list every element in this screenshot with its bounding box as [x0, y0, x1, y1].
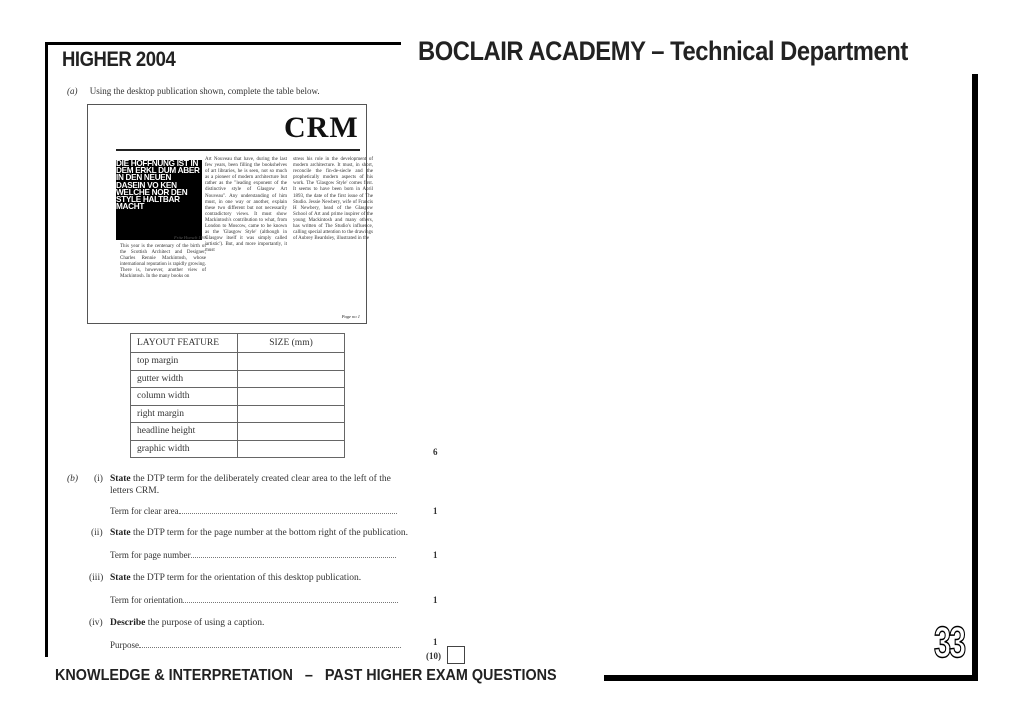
table-cell-feature: headline height [131, 423, 238, 441]
table-cell-size[interactable] [238, 440, 345, 458]
text-column-3: stress his role in the development of modern architecture. It must, in short, reconcile the fin-de-siecle and the prophetically modern aspects of his work. The 'Glasgow Style' comes first. It seems to have been born in April 1893, the date of the first issue of The Studio. Jessie Newbery, wife of Francis H Newbery, head of the Glasgow School of Art and prime inspirer of the young Mackintosh and many others, has written of The Studio's influence, calling special attention to the drawings of Aubrey Beardsley, illustrated in the [293, 157, 373, 242]
table-row [131, 440, 345, 458]
part-iv-question: Describe the purpose of using a caption. [110, 618, 265, 628]
part-i-question: State the DTP term for the deliberately created clear area to the left of the letters CRM. [110, 474, 391, 496]
footer-dash: – [304, 667, 313, 684]
question-b-label: (b) [67, 474, 79, 484]
part-iii-answer-line[interactable]: Term for orientation [110, 595, 398, 605]
part-iv-mark: 1 [433, 637, 438, 647]
publication-folio: Page no 1 [341, 314, 360, 319]
text-column-1: This year is the centenary of the birth of the Scottish Architect and Designer, Charles Rennie Mackintosh, whose international reputation is rapidly growing. There is, however, another view of Mackintosh. In the many books on [120, 244, 206, 280]
table-cell-size[interactable] [238, 423, 345, 441]
part-ii-mark: 1 [433, 550, 438, 560]
table-cell-size[interactable] [238, 388, 345, 406]
table-cell-size[interactable] [238, 405, 345, 423]
question-b-total-mark: (10) [426, 651, 441, 661]
part-iii-mark: 1 [433, 595, 438, 605]
table-cell-size[interactable] [238, 353, 345, 371]
question-a-label: (a) [67, 86, 78, 96]
frame-left-line [45, 42, 48, 657]
question-a-mark: 6 [433, 447, 438, 457]
frame-right-line-shadow [972, 74, 978, 681]
table-cell-feature: gutter width [131, 370, 238, 388]
part-iii-question: State the DTP term for the orientation of this desktop publication. [110, 573, 362, 583]
part-ii-question: State the DTP term for the page number at the bottom right of the publication. [110, 528, 409, 538]
graphic-caption: Fritz Hoesch 1904 [174, 235, 208, 240]
publication-graphic: DIE HOFFNUNG IST IN DEM ERKL DUM ABER IN DEN NEUEN DASEIN VO KEN WELCHE NOR DEN STYLE HALTBAR MACHT [116, 160, 202, 240]
part-iii-number: (iii) [89, 573, 104, 583]
part-i-mark: 1 [433, 506, 438, 516]
part-i-number: (i) [94, 474, 103, 484]
footer-left: KNOWLEDGE & INTERPRETATION [55, 667, 293, 684]
table-cell-feature: top margin [131, 353, 238, 371]
part-iv-answer-line[interactable]: Purpose [110, 640, 401, 650]
header-left-title: HIGHER 2004 [62, 48, 176, 71]
part-iv-number: (iv) [89, 618, 103, 628]
table-header-size: SIZE (mm) [238, 334, 345, 353]
table-cell-size[interactable] [238, 370, 345, 388]
text-column-2: Art Nouveau that have, during the last few years, been filling the bookshelves of art libraries, he is seen, not so much as a pioneer of modern architecture but rather as the "leading exponent of the distinctive style of Glasgow Art Nouveau". Any understanding of him must, in one way or another, explain these two different but not necessarily contradictory views. It must show Mackintosh's contribution to what, from London to Moscow, came to be known as the 'Glasgow Style' (although in Glasgow itself it was simply called 'artistic'). But, and more importantly, it must [205, 157, 287, 254]
table-cell-feature: graphic width [131, 440, 238, 458]
table-row [131, 370, 345, 388]
table-header-row [131, 334, 345, 353]
footer-text [55, 667, 557, 685]
layout-feature-table [130, 333, 345, 458]
table-cell-feature: column width [131, 388, 238, 406]
question-a-intro [67, 86, 320, 96]
page-number: 33 [934, 618, 965, 667]
part-i-answer-line[interactable]: Term for clear area [110, 506, 397, 516]
part-ii-number: (ii) [91, 528, 103, 538]
table-row [131, 353, 345, 371]
sample-publication [87, 104, 373, 324]
frame-top-left-line [45, 42, 401, 45]
marker-score-box[interactable] [447, 646, 465, 664]
publication-headline: CRM [284, 111, 359, 144]
question-a-text: Using the desktop publication shown, complete the table below. [89, 86, 320, 96]
table-header-feature: LAYOUT FEATURE [131, 334, 238, 353]
table-row [131, 388, 345, 406]
table-cell-feature: right margin [131, 405, 238, 423]
part-ii-answer-line[interactable]: Term for page number [110, 550, 396, 560]
table-row [131, 405, 345, 423]
footer-right: PAST HIGHER EXAM QUESTIONS [324, 667, 557, 684]
headline-rule [116, 149, 360, 151]
table-row [131, 423, 345, 441]
frame-bottom-right-line [604, 675, 978, 681]
header-right-title: BOCLAIR ACADEMY – Technical Department [418, 36, 908, 66]
